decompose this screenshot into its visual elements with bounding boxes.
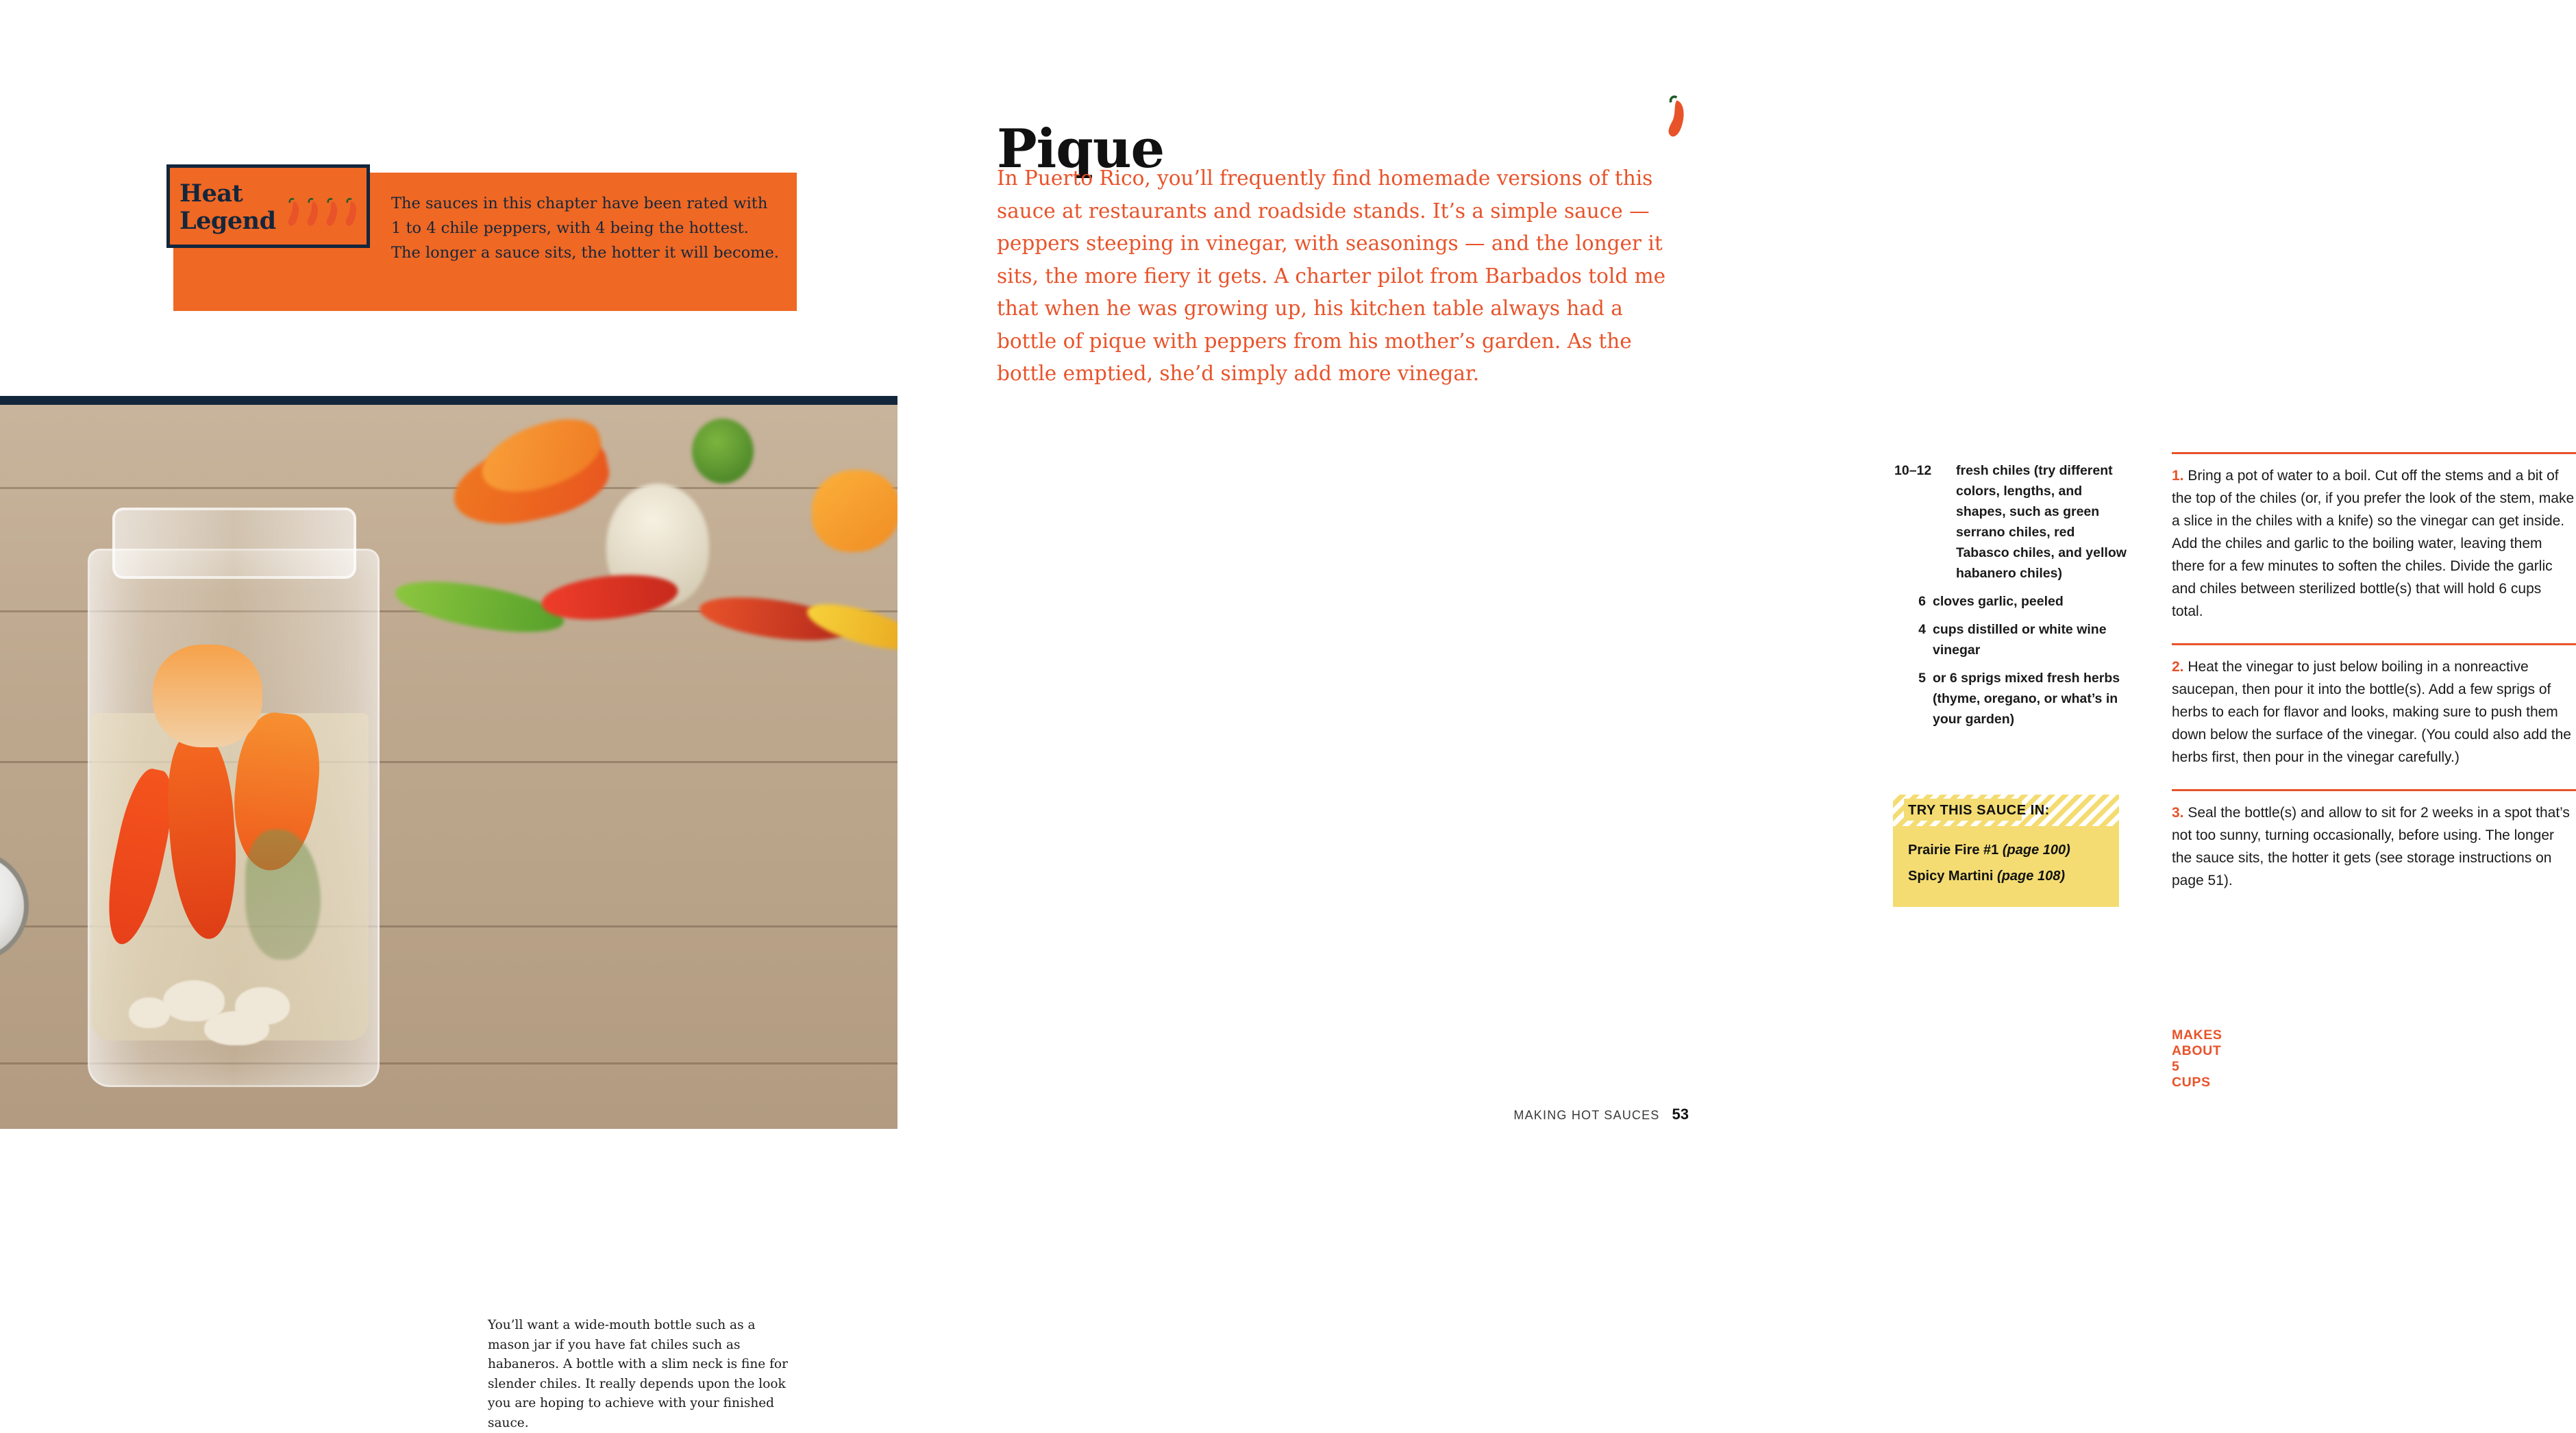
try-box-item-page: (page 108): [1997, 869, 2065, 884]
step-divider: [2172, 789, 2576, 791]
chile-pepper-icon: [323, 195, 341, 229]
try-box-item[interactable]: [1908, 843, 2070, 858]
chile-pepper-icon: [285, 195, 303, 229]
heat-legend-title: [179, 180, 282, 235]
recipe-step: [2172, 789, 2576, 892]
photo-top-rule: [0, 396, 897, 405]
chile-pepper-icon: [343, 195, 360, 229]
page-footer: [1513, 1106, 1689, 1123]
recipe-yield: MAKES ABOUT 5 CUPS: [2172, 1027, 2222, 1090]
recipe-steps: [2172, 452, 2576, 912]
ingredient-item: [1894, 460, 2131, 584]
heat-legend-title-line2: Legend: [179, 207, 276, 235]
ingredient-item: [1894, 619, 2131, 660]
chile-pepper-icon: [1662, 92, 1689, 142]
ingredient-item: [1894, 591, 2131, 612]
photo-caption: You’ll want a wide-mouth bottle such as a mason jar if you have fat chiles such as habaneros. A bottle with a slim neck is fine for slender chiles. It really depends upon the look you are hoping to achieve with your finished sauce.: [488, 1318, 788, 1430]
step-number: 3.: [2172, 805, 2184, 821]
ingredients-list: [1894, 460, 2131, 737]
heat-legend-pepper-icons: [285, 195, 360, 231]
ingredient-text: cloves garlic, peeled: [1933, 594, 2064, 609]
try-box-item-name: Prairie Fire #1: [1908, 843, 1999, 858]
ingredient-quantity: 5: [1918, 671, 1926, 686]
heat-legend-title-line1: Heat: [179, 179, 243, 208]
step-text: Heat the vinegar to just below boiling in a nonreactive saucepan, then pour it into the bottle(s). Add a few sprigs of herbs to each for flavor and looks, making sure to push them down below the surface of the vinegar. (You could also add the herbs first, then pour in the vinegar carefully.): [2172, 659, 2571, 765]
try-box-item-page: (page 100): [2002, 843, 2070, 858]
try-box-item[interactable]: [1908, 869, 2065, 884]
try-box-title: TRY THIS SAUCE IN:: [1908, 803, 2050, 818]
ingredient-text: cups distilled or white wine vinegar: [1933, 622, 2107, 658]
heat-legend-title-box: [166, 164, 370, 248]
recipe-photo: [0, 405, 897, 1430]
page-number: 53: [1672, 1106, 1689, 1123]
footer-chapter-label: MAKING HOT SAUCES: [1513, 1108, 1660, 1122]
ingredient-item: [1894, 668, 2131, 730]
step-divider: [2172, 452, 2576, 454]
step-text: Bring a pot of water to a boil. Cut off the stems and a bit of the top of the chiles (or, if you prefer the look of the stem, make a slice in the chiles with a knife) so the vinegar can get inside. Add the chiles and garlic to the boiling water, leaving them there for a few minutes to soften the chiles. Divide the garlic and chiles between sterilized bottle(s) that will hold 6 cups total.: [2172, 468, 2575, 619]
heat-legend-callout: [173, 173, 797, 311]
ingredient-quantity: 10–12: [1894, 463, 1932, 478]
step-text: Seal the bottle(s) and allow to sit for 2 weeks in a spot that’s not too sunny, turning occasionally, before using. The longer the sauce sits, the hotter it gets (see storage instructions on page 51).: [2172, 805, 2570, 888]
ingredient-quantity: 6: [1918, 594, 1926, 609]
try-box-item-name: Spicy Martini: [1908, 869, 1994, 884]
page-title: Pique: [997, 118, 1165, 181]
mason-jar: [88, 508, 375, 1083]
jar-lid: [0, 850, 29, 962]
chile-pepper-icon: [304, 195, 322, 229]
ingredient-text: fresh chiles (try different colors, lengths, and shapes, such as green serrano chiles, red Tabasco chiles, and yellow habanero chiles): [1956, 463, 2127, 581]
ingredient-quantity: 4: [1918, 622, 1926, 637]
recipe-step: [2172, 643, 2576, 769]
step-number: 2.: [2172, 659, 2184, 675]
recipe-intro: In Puerto Rico, you’ll frequently find homemade versions of this sauce at restaurants and roadside stands. It’s a simple sauce — peppers steeping in vinegar, with seasonings — and the longer it sits, the more fiery it gets. A charter pilot from Barbados told me that when he was growing up, his kitchen table always had a bottle of pique with peppers from his mother’s garden. As the bottle emptied, she’d simply add more vinegar.: [997, 166, 1666, 385]
right-page: [897, 0, 2575, 1164]
heat-legend-description: The sauces in this chapter have been rated with 1 to 4 chile peppers, with 4 being the hottest. The longer a sauce sits, the hotter it will become.: [391, 195, 779, 262]
step-divider: [2172, 643, 2576, 645]
left-page: [0, 0, 897, 1430]
recipe-step: [2172, 452, 2576, 623]
try-this-sauce-box: [1893, 795, 2119, 907]
step-number: 1.: [2172, 468, 2184, 484]
ingredient-text: or 6 sprigs mixed fresh herbs (thyme, oregano, or what’s in your garden): [1933, 671, 2120, 727]
